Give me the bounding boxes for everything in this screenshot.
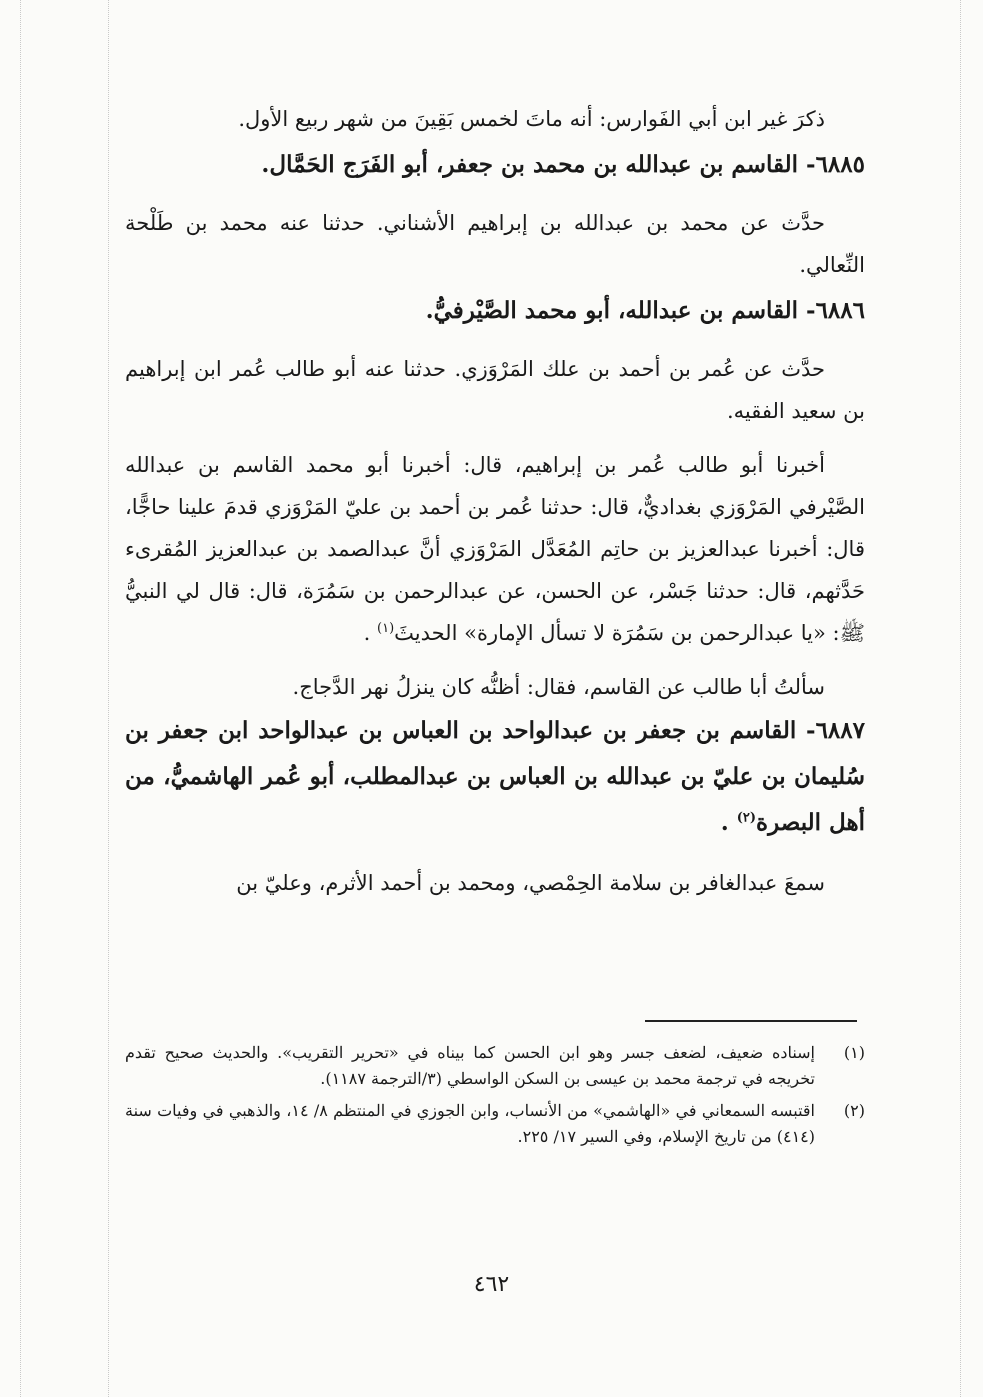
paragraph-text: سمعَ عبدالغافر بن سلامة الحِمْصي، ومحمد بن أحمد الأثرم، وعليّ بن (236, 871, 825, 895)
paragraph-entry-6887 (125, 862, 865, 904)
entry-heading-text: ٦٨٨٧- القاسم بن جعفر بن عبدالواحد بن العباس بن عبدالواحد ابن جعفر بن سُليمان بن عليّ بن عبدالله بن العباس بن عبدالمطلب، أبو عُمر الهاشميُّ، من أهل البصرة (125, 717, 865, 836)
footnote-1 (125, 1040, 865, 1092)
footnote-text: اقتبسه السمعاني في «الهاشمي» من الأنساب، وابن الجوزي في المنتظم ٨/ ١٤، والذهبي في وفيات سنة (٤١٤) من تاريخ الإسلام، وفي السير ١٧/ ٢٢٥. (125, 1101, 815, 1146)
footnote-text: إسناده ضعيف، لضعف جسر وهو ابن الحسن كما بيناه في «تحرير التقريب». والحديث صحيح تقدم تخريجه في ترجمة محمد بن عيسى بن السكن الواسطي (٣/الترجمة ١١٨٧). (125, 1043, 815, 1088)
paragraph-text: ذكرَ غير ابن أبي الفَوارس: أنه ماتَ لخمس بَقِينَ من شهر ربيع الأول. (238, 107, 825, 131)
footnote-2 (125, 1098, 865, 1150)
footnote-number: (٢) (843, 1101, 865, 1120)
footnotes (125, 1040, 865, 1156)
footnote-separator (645, 1020, 857, 1022)
entry-heading-6886: ٦٨٨٦- القاسم بن عبدالله، أبو محمد الصَّيْرفيُّ. (425, 297, 865, 324)
paragraph-hadith-isnad (125, 444, 865, 654)
paragraph-entry-6886 (125, 348, 865, 432)
footnote-ref-2: (٢) (736, 810, 757, 826)
period: . (720, 809, 729, 836)
paragraph-text: سألتُ أبا طالب عن القاسم، فقال: أظنُّه كان ينزلُ نهر الدَّجاج. (292, 675, 825, 699)
paragraph-death-date (125, 98, 865, 140)
page-number: ٤٦٢ (473, 1272, 510, 1297)
paragraph-text: حدَّث عن محمد بن عبدالله بن إبراهيم الأشناني. حدثنا عنه محمد بن طَلْحة النِّعالي. (125, 211, 865, 277)
scan-dotted-margin-inner (108, 0, 109, 1397)
paragraph-entry-6885 (125, 202, 865, 286)
footnote-ref-1: (١) (377, 621, 395, 636)
period: . (363, 621, 371, 645)
footnote-number: (١) (843, 1043, 865, 1062)
paragraph-text: أخبرنا أبو طالب عُمر بن إبراهيم، قال: أخبرنا أبو محمد القاسم بن عبدالله الصَّيْرفي المَرْوَزي بغداديٌّ، قال: حدثنا عُمر بن أحمد بن عليّ المَرْوَزي قدمَ علينا حاجًّا، قال: أخبرنا عبدالعزيز بن حاتِم المُعَدَّل المَرْوَزي أنَّ عبدالصمد بن عبدالعزيز المُقرىء حَدَّثهم، قال: حدثنا جَسْر، عن الحسن، عن عبدالرحمن بن سَمُرَة، قال: قال لي النبيُّ ﷺ: «يا عبدالرحمن بن سَمُرَة لا تسأل الإمارة» الحديثَ (125, 453, 865, 645)
paragraph-text: حدَّث عن عُمر بن أحمد بن علك المَرْوَزي. حدثنا عنه أبو طالب عُمر ابن إبراهيم بن سعيد الفقيه. (125, 357, 865, 423)
scan-dotted-margin-left (20, 0, 21, 1397)
scan-dotted-margin-right (960, 0, 961, 1397)
paragraph-question (125, 666, 865, 708)
entry-heading-6887 (125, 708, 865, 846)
entry-heading-6885: ٦٨٨٥- القاسم بن عبدالله بن محمد بن جعفر، أبو الفَرَج الحَمَّال. (261, 151, 865, 178)
main-text (125, 98, 865, 904)
